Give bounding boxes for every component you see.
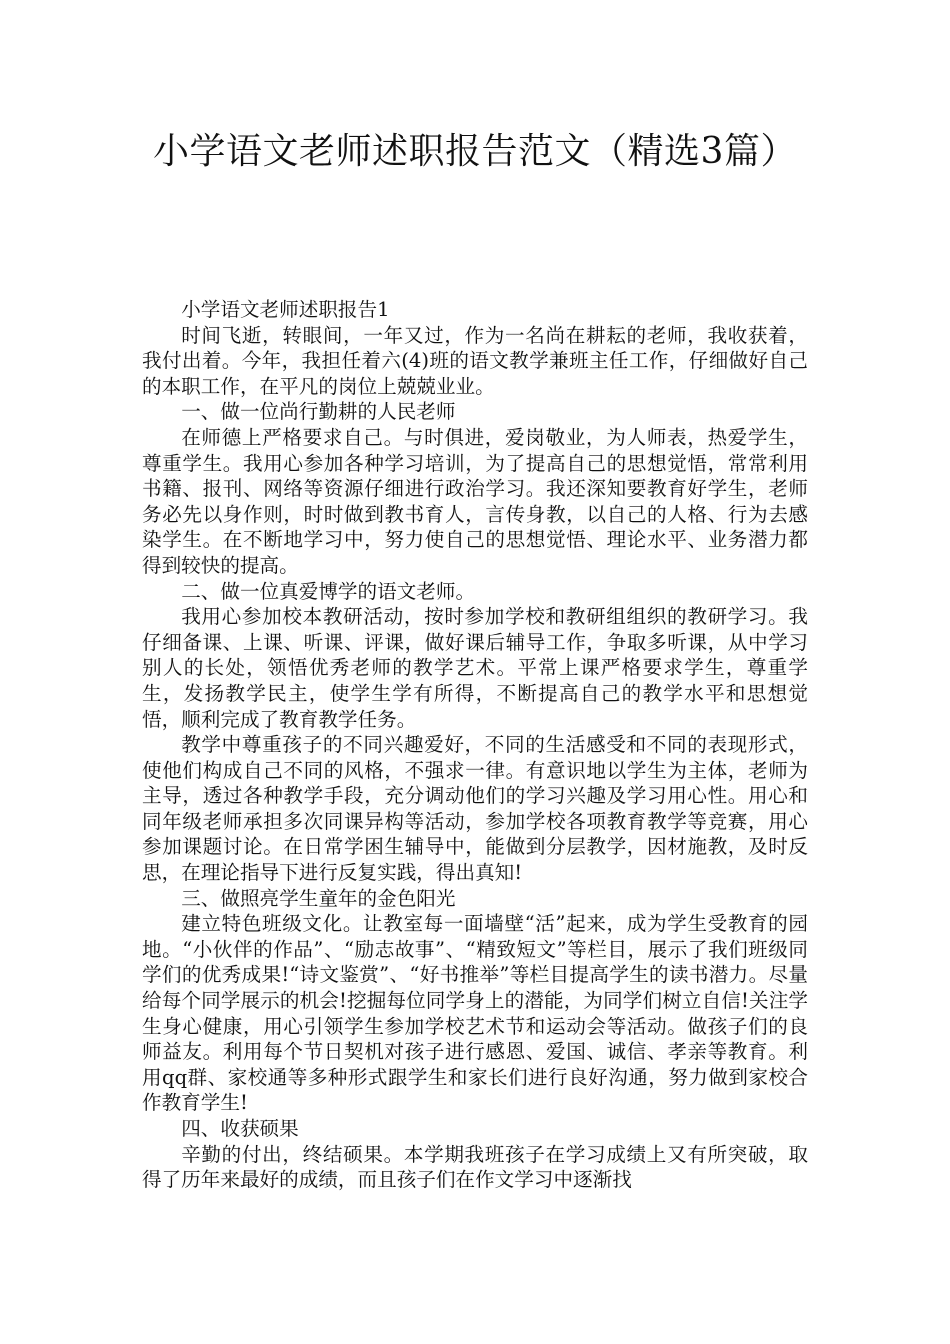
document-title: 小学语文老师述职报告范文（精选3篇）	[153, 131, 797, 172]
paragraph: 辛勤的付出，终结硕果。本学期我班孩子在学习成绩上又有所突破，取得了历年来最好的成绩，而且孩子们在作文学习中逐渐找	[142, 1142, 808, 1192]
paragraph: 时间飞逝，转眼间，一年又过，作为一名尚在耕耘的老师，我收获着，我付出着。今年，我担任着六(4)班的语文教学兼班主任工作，仔细做好自己的本职工作，在平凡的岗位上兢兢业业。	[142, 323, 808, 398]
section-heading: 小学语文老师述职报告1	[181, 298, 390, 321]
paragraph: 教学中尊重孩子的不同兴趣爱好，不同的生活感受和不同的表现形式，使他们构成自己不同的风格，不强求一律。有意识地以学生为主体，老师为主导，透过各种教学手段，充分调动他们的学习兴趣及学习用心性。用心和同年级老师承担多次同课异构等活动，参加学校各项教育教学等竞赛，用心参加课题讨论。在日常学困生辅导中，能做到分层教学，因材施教，及时反思，在理论指导下进行反复实践，得出真知!	[142, 733, 808, 885]
section-heading: 一、做一位尚行勤耕的人民老师	[181, 400, 456, 424]
paragraph: 建立特色班级文化。让教室每一面墙壁“活”起来，成为学生受教育的园地。“小伙伴的作品”、“励志故事”、“精致短文”等栏目，展示了我们班级同学们的优秀成果!“诗文鉴赏”、“好书推举”等栏目提高学生的读书潜力。尽量给每个同学展示的机会!挖掘每位同学身上的潜能，为同学们树立自信!关注学生身心健康，用心引领学生参加学校艺术节和运动会等活动。做孩子们的良师益友。利用每个节日契机对孩子进行感恩、爱国、诚信、孝亲等教育。利用qq群、家校通等多种形式跟学生和家长们进行良好沟通，努力做到家校合作教育学生!	[142, 912, 808, 1115]
section-heading: 二、做一位真爱博学的语文老师。	[181, 579, 476, 603]
document-body	[142, 297, 808, 1193]
paragraph: 在师德上严格要求自己。与时俱进，爱岗敬业，为人师表，热爱学生，尊重学生。我用心参加各种学习培训，为了提高自己的思想觉悟，常常利用书籍、报刊、网络等资源仔细进行政治学习。我还深知要教育好学生，老师务必先以身作则，时时做到教书育人，言传身教，以自己的人格、行为去感染学生。在不断地学习中，努力使自己的思想觉悟、理论水平、业务潜力都得到较快的提高。	[142, 425, 808, 577]
section-heading: 三、做照亮学生童年的金色阳光	[181, 886, 456, 910]
paragraph: 我用心参加校本教研活动，按时参加学校和教研组组织的教研学习。我仔细备课、上课、听课、评课，做好课后辅导工作，争取多听课，从中学习别人的长处，领悟优秀老师的教学艺术。平常上课严格要求学生，尊重学生，发扬教学民主，使学生学有所得，不断提高自己的教学水平和思想觉悟，顺利完成了教育教学任务。	[142, 605, 808, 731]
section-heading: 四、收获硕果	[181, 1117, 299, 1140]
